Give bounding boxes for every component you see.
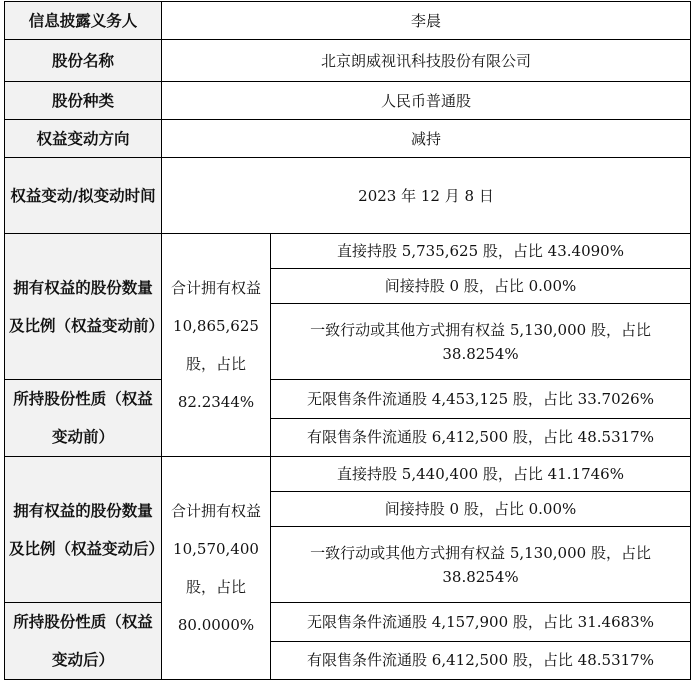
row-stock-name	[5, 40, 691, 82]
discloser-value: 李晨	[162, 2, 691, 40]
time-value: 2023 年 12 月 8 日	[162, 158, 691, 234]
stock-type-label: 股份种类	[5, 82, 162, 120]
stock-type-value: 人民币普通股	[162, 82, 691, 120]
after-direct: 直接持股 5,440,400 股，占比 41.1746%	[271, 457, 691, 492]
before-indirect: 间接持股 0 股，占比 0.00%	[271, 269, 691, 304]
before-concert: 一致行动或其他方式拥有权益 5,130,000 股，占比 38.8254%	[271, 304, 691, 380]
after-restricted: 有限售条件流通股 6,412,500 股，占比 48.5317%	[271, 641, 691, 680]
row-before-unrestricted	[5, 380, 691, 419]
row-stock-type	[5, 82, 691, 120]
after-indirect: 间接持股 0 股，占比 0.00%	[271, 492, 691, 527]
direction-label: 权益变动方向	[5, 120, 162, 158]
row-direction	[5, 120, 691, 158]
before-holding-label: 拥有权益的股份数量及比例（权益变动前）	[5, 234, 162, 380]
row-discloser	[5, 2, 691, 40]
row-after-direct	[5, 457, 691, 492]
before-direct: 直接持股 5,735,625 股，占比 43.4090%	[271, 234, 691, 269]
equity-change-table	[4, 1, 691, 680]
after-holding-label: 拥有权益的股份数量及比例（权益变动后）	[5, 457, 162, 603]
time-label: 权益变动/拟变动时间	[5, 158, 162, 234]
before-restricted: 有限售条件流通股 6,412,500 股，占比 48.5317%	[271, 418, 691, 457]
discloser-label: 信息披露义务人	[5, 2, 162, 40]
after-nature-label: 所持股份性质（权益变动后）	[5, 603, 162, 680]
after-unrestricted: 无限售条件流通股 4,157,900 股，占比 31.4683%	[271, 603, 691, 642]
before-unrestricted: 无限售条件流通股 4,453,125 股，占比 33.7026%	[271, 380, 691, 419]
row-before-direct	[5, 234, 691, 269]
before-total: 合计拥有权益 10,865,625 股，占比 82.2344%	[162, 234, 271, 457]
stock-name-value: 北京朗威视讯科技股份有限公司	[162, 40, 691, 82]
before-nature-label: 所持股份性质（权益变动前）	[5, 380, 162, 457]
direction-value: 减持	[162, 120, 691, 158]
after-total: 合计拥有权益 10,570,400 股，占比 80.0000%	[162, 457, 271, 680]
after-concert: 一致行动或其他方式拥有权益 5,130,000 股，占比 38.8254%	[271, 527, 691, 603]
stock-name-label: 股份名称	[5, 40, 162, 82]
row-after-unrestricted	[5, 603, 691, 642]
row-time	[5, 158, 691, 234]
